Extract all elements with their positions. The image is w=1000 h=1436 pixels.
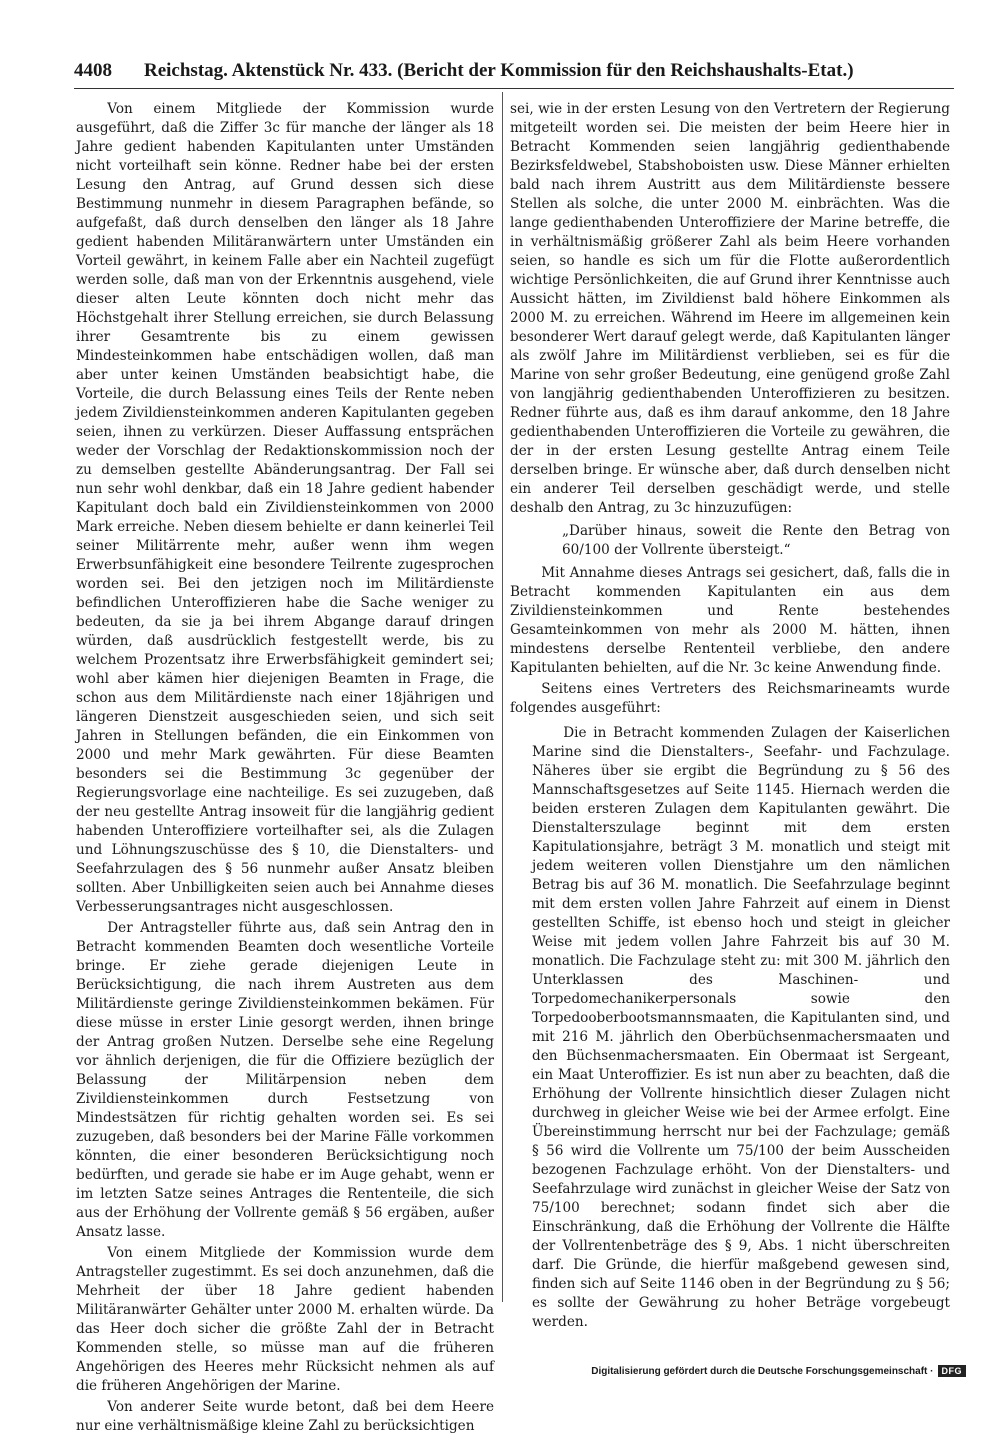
- footer-credit: [591, 1364, 966, 1378]
- paragraph: sei, wie in der ersten Lesung von den Vertretern der Regierung mitgeteilt worden sei. Die meisten der beim Heere hier in Betracht Kommenden seien langjährig gedienthabende Bezirksfeldwebel, Stabshoboisten usw. Diese Männer erhielten bald nach ihrem Austritt aus dem Militärdienste bessere Stellen als solche, die unter 2000 M. einbrächten. Was die lange gedienthabenden Unteroffiziere der Marine betreffe, die in verhältnismäßig größerer Zahl als beim Heere vorhanden seien, so handle es sich um für die Flotte außerordentlich wichtige Persönlichkeiten, die auf Grund ihrer Kenntnisse auch Aussicht hätten, im Zivildienst bald höhere Einkommen als 2000 M. zu erreichen. Während im Heere im allgemeinen kein besonderer Wert darauf gelegt werde, daß Kapitulanten länger als zwölf Jahre im Militärdienst verblieben, sei es für die Marine von sehr großer Bedeutung, eine genügend große Zahl von langjährig gedienthabenden Unteroffizieren zu besitzen. Redner führte aus, daß es ihm darauf ankomme, den 18 Jahre gedienthabenden Unteroffizieren die Vorteile zu gewähren, die der in der ersten Lesung gestellte Antrag einem Teile derselben bringe. Er wünsche aber, daß durch denselben nicht ein anderer Teil derselben geschädigt werde, und stelle deshalb den Antrag, zu 3c hinzuzufügen:: [510, 101, 950, 516]
- paragraph: Mit Annahme dieses Antrags sei gesichert, daß, falls die in Betracht kommenden Kapitulanten ein aus dem Zivildiensteinkommen und Rente bestehendes Gesamteinkommen von mehr als 2000 M. hätten, ihnen mindestens derselbe Rententeil verbliebe, den andere Kapitulanten behielten, auf die Nr. 3c keine Anwendung finde.: [510, 565, 950, 676]
- paragraph: Von anderer Seite wurde betont, daß bei dem Heere nur eine verhältnismäßige kleine Zahl zu berücksichtigen: [76, 1399, 494, 1434]
- page-header: [74, 60, 954, 88]
- paragraph: Der Antragsteller führte aus, daß sein Antrag den in Betracht kommenden Beamten doch wesentliche Vorteile bringe. Er ziehe gerade diejenigen Leute in Berücksichtigung, die nach ihrem Austreten aus dem Militärdienste geringe Zivildiensteinkommen bekämen. Für diese müsse in erster Linie gesorgt werden, ihnen bringe der Antrag großen Nutzen. Derselbe sehe eine Regelung vor ähnlich derjenigen, die für die Offiziere bezüglich der Belassung der Militärpension neben dem Zivildiensteinkommen durch Festsetzung von Mindestsätzen für richtig gehalten worden sei. Es sei zuzugeben, daß besonders bei der Marine Fälle vorkommen könnten, die einer besonderen Berücksichtigung noch bedürften, und gerade sie habe er im Auge gehabt, wenn er im letzten Satze seines Antrages die Rententeile, die sich aus der Erhöhung der Vollrente gemäß § 56 ergäben, außer Ansatz lasse.: [76, 920, 494, 1240]
- page-number: 4408: [74, 60, 112, 81]
- footer-text: Digitalisierung gefördert durch die Deutsche Forschungsgemeinschaft ·: [591, 1365, 934, 1377]
- indented-statement: Die in Betracht kommenden Zulagen der Kaiserlichen Marine sind die Dienstalters-, Seefahr- und Fachzulage. Näheres über sie ergibt die Begründung zu § 56 des Mannschaftsgesetzes auf Seite 1145. Hiernach werden die beiden ersteren Zulagen dem Kapitulanten gewährt. Die Dienstalterszulage beginnt mit dem ersten Kapitulationsjahre, beträgt 3 M. monatlich und steigt mit jedem weiteren vollen Dienstjahre um den nämlichen Betrag bis auf 36 M. monatlich. Die Seefahrzulage beginnt mit dem ersten vollen Jahre Fahrzeit auf einem in Dienst gestellten Schiffe, ist ebenso hoch und steigt in gleicher Weise mit jedem vollen Jahre Fahrzeit bis auf 30 M. monatlich. Die Fachzulage steht zu: mit 300 M. jährlich den Unterklassen des Maschinen- und Torpedomechanikerpersonals sowie den Torpedooberbootsmannsmaaten, die Kapitulanten sind, und mit 216 M. jährlich den Oberbüchsenmachersmaaten und den Büchsenmachersmaaten. Ein Obermaat ist Sergeant, ein Maat Unteroffizier. Es ist nun aber zu beachten, daß die Erhöhung der Vollrente hinsichtlich dieser Zulagen nicht durchweg in gleicher Weise wie bei der Armee erfolgt. Eine Übereinstimmung herrscht nur bei der Fachzulage; gemäß § 56 wird die Vollrente um 75/100 der beim Ausscheiden bezogenen Fachzulage erhöht. Von der Dienstalters- und Seefahrzulage wird zunächst in gleicher Weise der Satz von 75/100 berechnet; sodann findet sich aber die Einschränkung, daß die Erhöhung der Vollrente die Hälfte der Vollrentenbeträge des § 9, Abs. 1 nicht überschreiten darf. Die Gründe, die hierfür maßgebend gewesen sind, finden sich auf Seite 1146 oben in der Begründung zu § 56; es sollte der Gewährung zu hoher Beträge vorgebeugt werden.: [532, 725, 950, 1330]
- paragraph: Seitens eines Vertreters des Reichsmarineamts wurde folgendes ausgeführt:: [510, 681, 950, 716]
- paragraph: Von einem Mitgliede der Kommission wurde dem Antragsteller zugestimmt. Es sei doch anzunehmen, daß die Mehrheit der über 18 Jahre gedient habenden Militäranwärter Gehälter unter 2000 M. erhalten würde. Da das Heer doch sicher die größte Zahl der in Betracht Kommenden stelle, so müsse man auf die früheren Angehörigen des Heeres mehr Rücksicht nehmen als auf die früheren Angehörigen der Marine.: [76, 1245, 494, 1394]
- dfg-logo: DFG: [938, 1365, 967, 1377]
- paragraph: Von einem Mitgliede der Kommission wurde ausgeführt, daß die Ziffer 3c für manche der länger als 18 Jahre gedient habenden Kapitulanten unter Umständen nicht vorteilhaft sein könne. Redner habe bei der ersten Lesung den Antrag, auf Grund dessen sich diese Bestimmung nunmehr in diesem Paragraphen befände, so aufgefaßt, daß durch denselben den länger als 18 Jahre gedient habenden Militäranwärtern unter Umständen ein Vorteil gewährt, in keinem Falle aber ein Nachteil zugefügt werden solle, daß man von der Erkenntnis ausgehend, viele dieser alten Leute könnten doch nicht mehr das Höchstgehalt ihrer Stellung erreichen, sie durch Belassung ihrer Gesamtrente bis zu einem gewissen Mindesteinkommen habe entschädigen wollen, daß man aber unter keinen Umständen beabsichtigt habe, die Vorteile, die durch Belassung eines Teils der Rente neben jedem Zivildiensteinkommen anderen Kapitulanten gegeben seien, ihnen zu verkürzen. Dieser Auffassung entsprächen weder der Vorschlag der Redaktionskommission noch der zu demselben gestellte Abänderungsantrag. Der Fall sei nun sehr wohl denkbar, daß ein 18 Jahre gedient habender Kapitulant doch bald ein Zivildiensteinkommen von 2000 Mark erreiche. Neben diesem behielte er dann keinerlei Teil seiner Militärrente mehr, außer wenn ihm wegen Erwerbsunfähigkeit eine besondere Teilrente zugesprochen worden sei. Bei den jetzigen noch im Militärdienste befindlichen Unteroffizieren habe die Sache weniger zu bedeuten, da sie ja bei ihrem Abgange darauf dringen würden, daß ausdrücklich festgestellt werde, bis zu welchem Prozentsatz ihre Erwerbsfähigkeit gemindert sei; wohl aber kämen hier diejenigen Beamten in Frage, die schon aus dem Militärdienste nach einer 18jährigen und längeren Dienstzeit ausgeschieden seien, und sich seit Jahren in Stellungen befänden, die ein Einkommen von 2000 und mehr Mark gewährten. Für diese Beamten besonders sei die Bestimmung 3c gegenüber der Regierungsvorlage eine nachteilige. Es sei zuzugeben, daß der neu gestellte Antrag insoweit für die langjährig gedient habenden Unteroffiziere vorteilhafter sei, als die Zulagen und Löhnungszuschüsse des § 10, die Dienstalters- und Seefahrzulagen des § 56 nunmehr außer Ansatz bleiben sollten. Aber Unbilligkeiten seien auch bei Annahme dieses Verbesserungsantrages nicht ausgeschlossen.: [76, 101, 494, 915]
- header-rule: [74, 88, 954, 89]
- left-column: [76, 100, 494, 1434]
- right-column: [510, 100, 950, 1330]
- column-separator: [502, 92, 503, 1302]
- page-title: Reichstag. Aktenstück Nr. 433. (Bericht der Kommission für den Reichshaushalts-Etat.): [144, 60, 854, 81]
- quoted-amendment: „Darüber hinaus, soweit die Rente den Betrag von 60/100 der Vollrente übersteigt.“: [562, 523, 950, 558]
